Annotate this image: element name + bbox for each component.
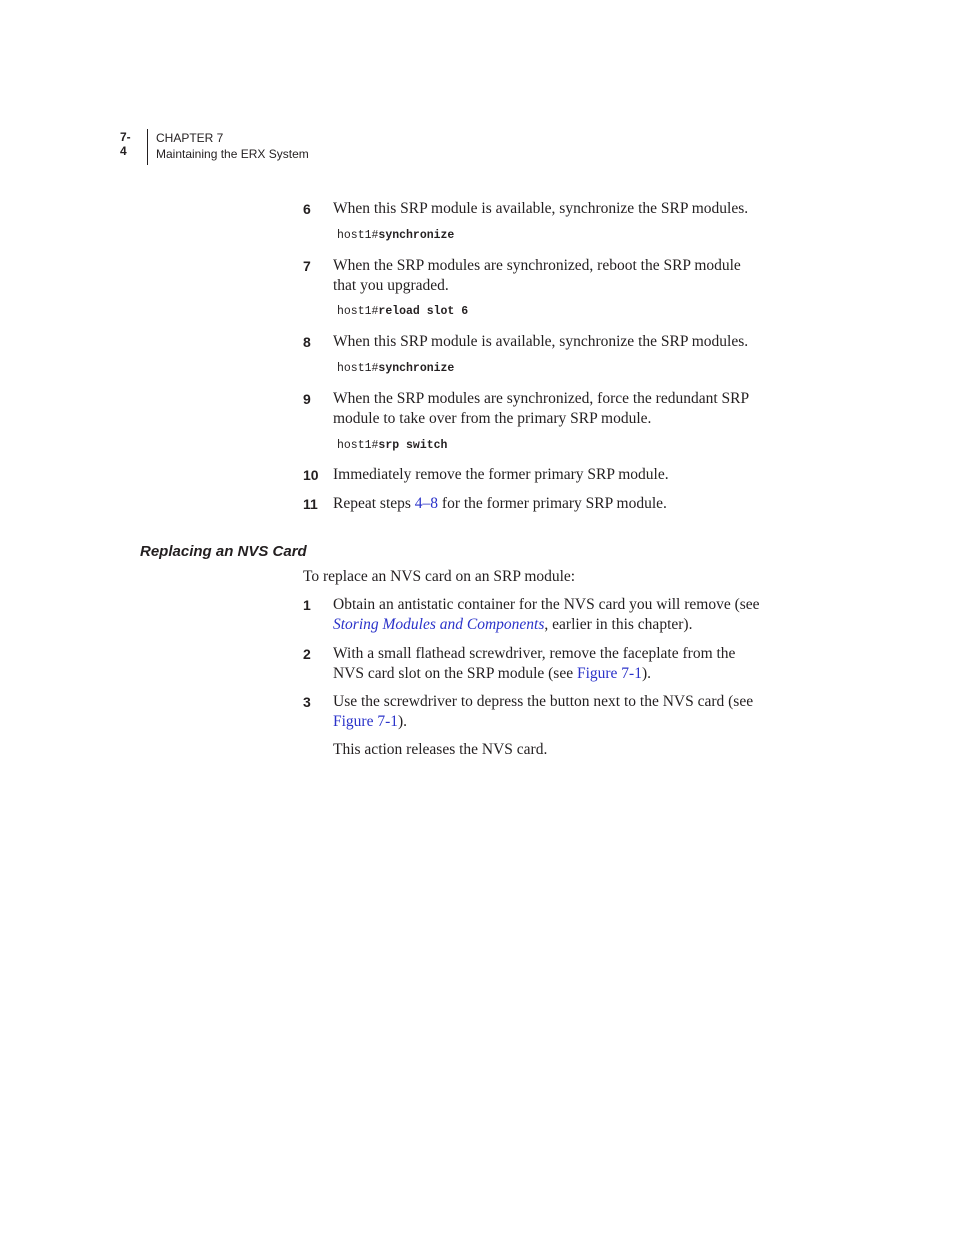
step-text-part: NVS card slot on the SRP module (see — [333, 664, 577, 682]
step-text-part: for the former primary SRP module. — [438, 495, 667, 512]
step-text-line: With a small flathead screwdriver, remove the faceplate from the — [333, 645, 736, 662]
section-heading: Replacing an NVS Card — [140, 543, 307, 560]
step-text — [333, 256, 788, 295]
step-text-line: When the SRP modules are synchronized, force the redundant SRP — [333, 390, 750, 407]
step-text-part: Repeat steps — [333, 495, 415, 512]
step-text — [333, 389, 788, 428]
step-number: 8 — [303, 334, 311, 350]
cli-command: srp switch — [378, 439, 448, 452]
figure-7-1-link[interactable]: Figure 7-1 — [333, 712, 399, 730]
cli-prompt: host1# — [337, 362, 379, 375]
step-text-part: ). — [641, 664, 652, 682]
step-text-line: When the SRP modules are synchronized, reboot the SRP module — [333, 257, 741, 274]
cli-command: synchronize — [378, 362, 455, 375]
step-text-line — [333, 712, 788, 732]
command-example — [337, 362, 454, 376]
step-number: 7 — [303, 258, 311, 274]
step-number: 6 — [303, 201, 311, 217]
step-text-line: module to take over from the primary SRP module. — [333, 409, 652, 427]
step-number: 2 — [303, 646, 311, 662]
step-text-part: ). — [398, 712, 408, 730]
page-number: 7-4 — [120, 130, 131, 158]
command-example — [337, 229, 454, 243]
step-text-line: Use the screwdriver to depress the button next to the NVS card (see — [333, 693, 754, 710]
step-number: 11 — [303, 496, 318, 512]
step-text: Immediately remove the former primary SRP module. — [333, 466, 669, 483]
step-text: When this SRP module is available, synchronize the SRP modules. — [333, 333, 749, 350]
cli-command: reload slot 6 — [378, 305, 469, 318]
storing-modules-link[interactable]: Storing Modules and Components — [333, 615, 545, 633]
cli-command: synchronize — [378, 229, 455, 242]
step-number: 3 — [303, 694, 311, 710]
step-text-line — [333, 664, 788, 684]
step-result-note: This action releases the NVS card. — [333, 741, 548, 758]
header-divider — [147, 129, 148, 165]
cli-prompt: host1# — [337, 439, 379, 452]
step-text — [333, 692, 788, 731]
step-text — [333, 595, 788, 634]
steps-range-link[interactable]: 4–8 — [414, 495, 439, 512]
chapter-title: Maintaining the ERX System — [156, 147, 309, 161]
step-text: When this SRP module is available, synchronize the SRP modules. — [333, 200, 749, 217]
step-text-part: , earlier in this chapter). — [544, 615, 693, 633]
cli-prompt: host1# — [337, 305, 379, 318]
step-number: 1 — [303, 597, 311, 613]
step-number: 9 — [303, 391, 311, 407]
chapter-label — [156, 130, 309, 162]
step-text — [333, 494, 788, 514]
chapter-number: CHAPTER 7 — [156, 131, 224, 145]
step-text-line: Obtain an antistatic container for the NVS card you will remove (see — [333, 596, 760, 613]
command-example — [337, 305, 468, 319]
section-intro: To replace an NVS card on an SRP module: — [303, 568, 576, 585]
step-text — [333, 644, 788, 683]
step-text-line — [333, 615, 788, 635]
cli-prompt: host1# — [337, 229, 379, 242]
command-example — [337, 439, 447, 453]
figure-7-1-link[interactable]: Figure 7-1 — [576, 664, 642, 682]
step-number: 10 — [303, 467, 319, 483]
step-text-line: that you upgraded. — [333, 276, 449, 294]
